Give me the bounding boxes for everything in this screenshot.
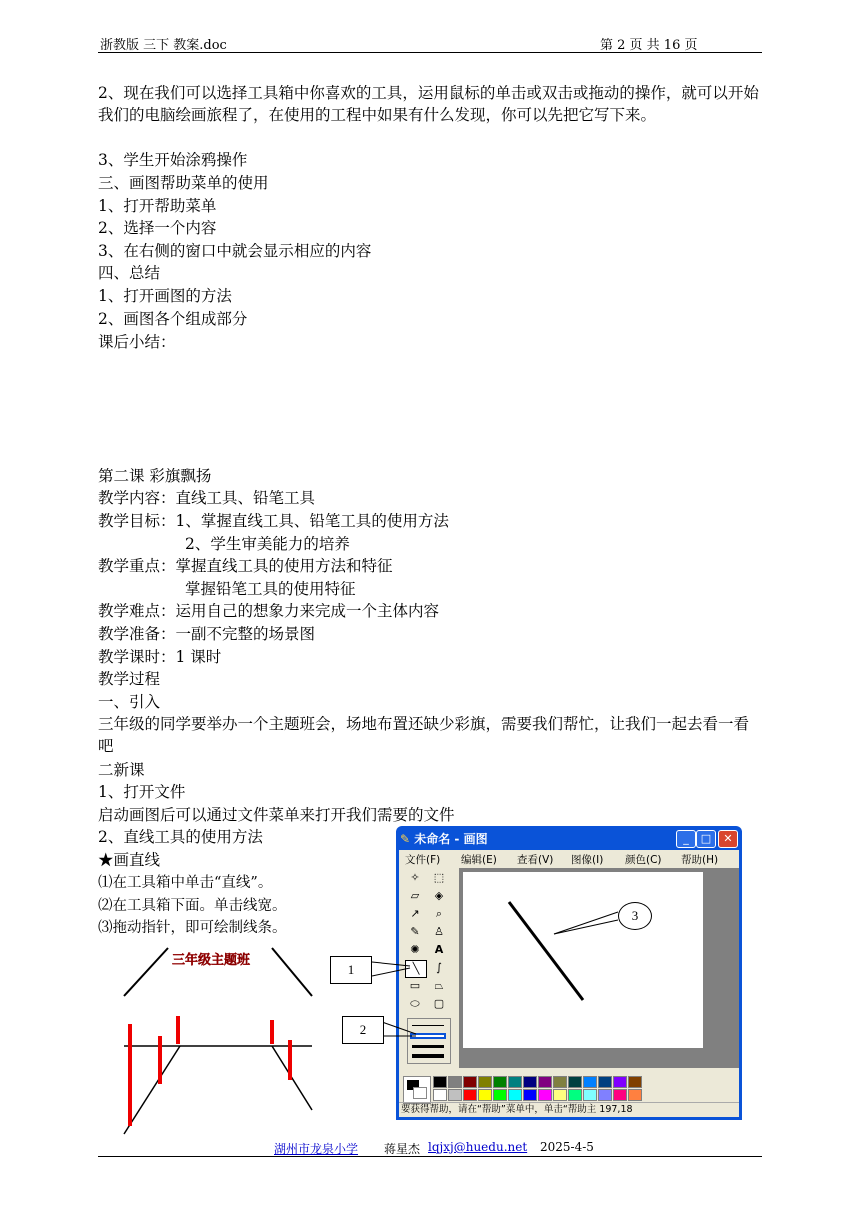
close-icon[interactable]: ✕ — [718, 830, 738, 848]
color-swatch[interactable] — [493, 1089, 507, 1101]
section-heading: 教学过程 — [98, 670, 161, 688]
color-swatch[interactable] — [598, 1089, 612, 1101]
color-swatch[interactable] — [433, 1089, 447, 1101]
footer-author: 蒋星杰 — [384, 1142, 421, 1156]
color-swatch[interactable] — [538, 1076, 552, 1088]
text-line: 1、打开文件 — [98, 783, 186, 801]
text-line: 启动画图后可以通过文件菜单来打开我们需要的文件 — [98, 806, 455, 824]
color-swatch[interactable] — [628, 1089, 642, 1101]
text-line: 2、选择一个内容 — [98, 219, 217, 237]
brush-icon[interactable]: ♙ — [434, 925, 444, 938]
color-swatch[interactable] — [568, 1076, 582, 1088]
scene-illustration — [110, 940, 330, 1140]
color-swatch[interactable] — [493, 1076, 507, 1088]
polygon-icon[interactable]: ⏢ — [434, 979, 444, 992]
fill-icon[interactable]: ◈ — [434, 889, 444, 902]
scene-line — [272, 948, 312, 996]
callout-3: 3 — [618, 902, 652, 930]
color-swatch[interactable] — [508, 1089, 522, 1101]
paragraph-drawing-journey: 2、现在我们可以选择工具箱中你喜欢的工具，运用鼠标的单击或双击或拖动的操作，就可以开始我们的电脑绘画旅程了，在使用的工程中如果有什么发现，你可以先把它写下来。 — [98, 84, 759, 124]
color-swatch[interactable] — [613, 1076, 627, 1088]
page-footer — [98, 1140, 762, 1157]
pencil-icon[interactable]: ✎ — [410, 925, 420, 938]
text-line: 三、画图帮助菜单的使用 — [98, 174, 269, 192]
color-swatch[interactable] — [613, 1089, 627, 1101]
text-line: ★画直线 — [98, 851, 161, 869]
eraser-icon[interactable]: ▱ — [410, 889, 420, 902]
color-swatch[interactable] — [448, 1089, 462, 1101]
lesson-hours: 教学课时：1 课时 — [98, 648, 222, 666]
line-width-option[interactable] — [412, 1054, 444, 1058]
color-swatch[interactable] — [433, 1076, 447, 1088]
maximize-icon[interactable]: □ — [696, 830, 716, 848]
page-header — [98, 32, 762, 53]
text-line: 四、总结 — [98, 264, 161, 282]
color-swatch[interactable] — [553, 1076, 567, 1088]
scene-line — [124, 1046, 180, 1134]
paint-window-title: 未命名 - 画图 — [414, 832, 488, 846]
scene-banner-text: 三年级主题班 — [172, 953, 251, 968]
eyedropper-icon[interactable]: ↗ — [410, 907, 420, 920]
header-doc-name: 浙教版 三下 教案.doc — [100, 38, 227, 53]
rounded-rect-icon[interactable]: ▢ — [433, 997, 445, 1010]
color-swatch[interactable] — [553, 1089, 567, 1101]
color-swatch[interactable] — [583, 1076, 597, 1088]
color-swatch[interactable] — [508, 1076, 522, 1088]
step-line: ⑴在工具箱中单击“直线”。 — [98, 875, 273, 891]
footer-email-link[interactable]: lqjxj@huedu.net — [428, 1140, 528, 1154]
paint-menu-bar — [399, 850, 739, 866]
header-page-number: 第 2 页 共 16 页 — [600, 38, 698, 53]
menu-colors[interactable]: 颜色(C) — [625, 854, 662, 866]
menu-view[interactable]: 查看(V) — [517, 854, 554, 866]
color-swatch[interactable] — [463, 1076, 477, 1088]
text-line: 课后小结： — [98, 333, 176, 351]
lesson-key: 教学重点：掌握直线工具的使用方法和特征 — [98, 557, 393, 575]
text-line: 3、在右侧的窗口中就会显示相应的内容 — [98, 242, 372, 260]
minimize-icon[interactable]: _ — [676, 830, 696, 848]
callout-2: 2 — [342, 1016, 384, 1044]
rectangle-icon[interactable]: ▭ — [409, 979, 421, 992]
text-line: 2、直线工具的使用方法 — [98, 828, 263, 846]
free-select-icon[interactable]: ✧ — [410, 871, 420, 884]
color-swatch[interactable] — [478, 1076, 492, 1088]
menu-file[interactable]: 文件(F) — [405, 854, 441, 866]
ellipse-icon[interactable]: ⬭ — [410, 997, 420, 1010]
text-line: 1、打开画图的方法 — [98, 287, 232, 305]
color-swatch[interactable] — [568, 1089, 582, 1101]
color-swatch[interactable] — [598, 1076, 612, 1088]
text-line: 1、打开帮助菜单 — [98, 197, 217, 215]
menu-edit[interactable]: 编辑(E) — [461, 854, 497, 866]
color-swatch[interactable] — [478, 1089, 492, 1101]
paint-status-bar: 要获得帮助，请在“帮助”菜单中，单击“帮助主 197,18 — [399, 1102, 739, 1117]
lesson-prep: 教学准备：一副不完整的场景图 — [98, 625, 316, 643]
color-swatch[interactable] — [523, 1076, 537, 1088]
section-heading: 二新课 — [98, 761, 145, 779]
color-swatch[interactable] — [583, 1089, 597, 1101]
menu-help[interactable]: 帮助(H) — [681, 854, 719, 866]
color-swatch[interactable] — [448, 1076, 462, 1088]
paragraph-intro: 三年级的同学要举办一个主题班会，场地布置还缺少彩旗，需要我们帮忙，让我们一起去看一看吧 — [98, 715, 750, 755]
lesson-goal: 教学目标：1、掌握直线工具、铅笔工具的使用方法 — [98, 512, 449, 530]
rect-select-icon[interactable]: ⬚ — [433, 871, 445, 884]
text-line: 3、学生开始涂鸦操作 — [98, 151, 248, 169]
step-line: ⑶拖动指针，即可绘制线条。 — [98, 920, 287, 936]
text-tool-icon[interactable]: A — [434, 943, 444, 956]
current-colors[interactable] — [403, 1076, 431, 1104]
text-line: 2、画图各个组成部分 — [98, 310, 248, 328]
line-tool-icon[interactable]: ╲ — [405, 960, 427, 978]
color-swatch[interactable] — [463, 1089, 477, 1101]
airbrush-icon[interactable]: ✺ — [410, 943, 420, 956]
lesson-goal: 2、学生审美能力的培养 — [185, 535, 350, 553]
color-swatch[interactable] — [523, 1089, 537, 1101]
footer-school-link[interactable]: 湖州市龙泉小学 — [274, 1142, 359, 1156]
lesson-title: 第二课 彩旗飘扬 — [98, 467, 212, 485]
footer-date: 2025-4-5 — [540, 1140, 594, 1154]
lesson-content: 教学内容：直线工具、铅笔工具 — [98, 489, 316, 507]
paint-app-icon: ✎ — [400, 832, 411, 846]
magnifier-icon[interactable]: ⌕ — [435, 907, 443, 920]
menu-image[interactable]: 图像(I) — [571, 854, 604, 866]
section-heading: 一、引入 — [98, 693, 161, 711]
step-line: ⑵在工具箱下面。单击线宽。 — [98, 898, 287, 914]
color-swatch[interactable] — [538, 1089, 552, 1101]
callout-1: 1 — [330, 956, 372, 984]
curve-icon[interactable]: ∫ — [436, 961, 442, 974]
color-swatch[interactable] — [628, 1076, 642, 1088]
lesson-key: 掌握铅笔工具的使用特征 — [185, 580, 356, 598]
lesson-difficulty: 教学难点：运用自己的想象力来完成一个主体内容 — [98, 602, 440, 620]
scene-line — [124, 948, 168, 996]
